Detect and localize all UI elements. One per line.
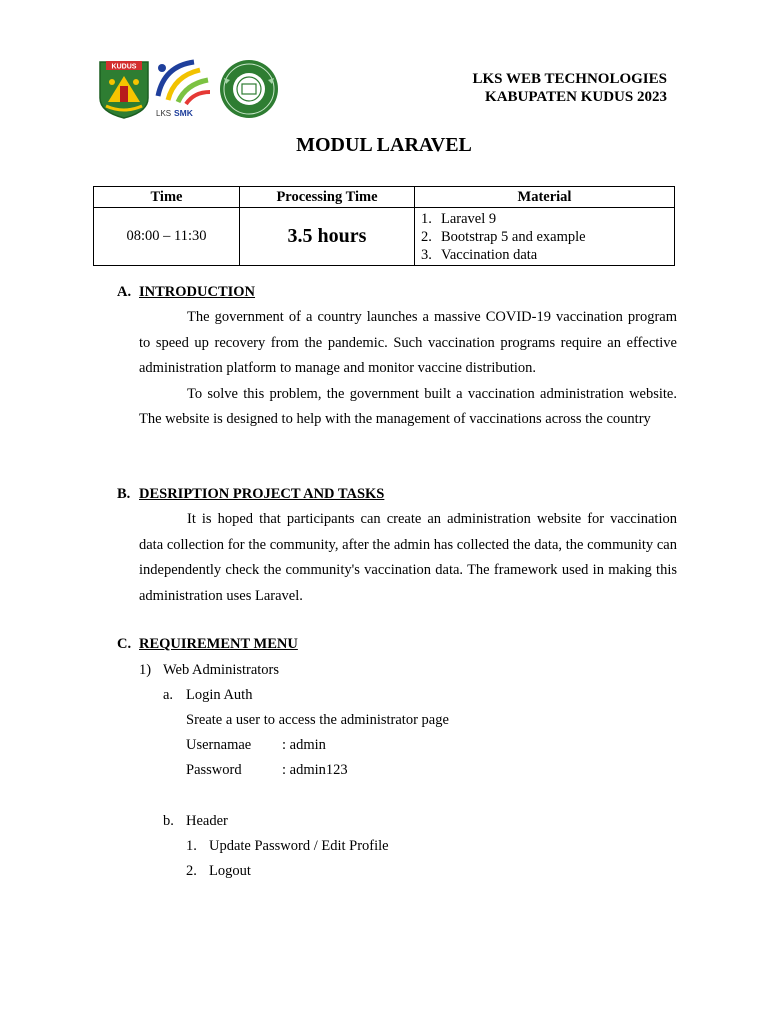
header-processing-time: Processing Time	[240, 187, 415, 208]
list-item: Update Password / Edit Profile	[209, 838, 389, 854]
list-number: 3.	[421, 246, 432, 263]
section-letter: B.	[117, 486, 131, 502]
svg-text:SMK: SMK	[174, 108, 193, 118]
list-text: Laravel 9	[441, 210, 497, 227]
login-description: Sreate a user to access the administrator page	[186, 712, 449, 728]
svg-text:LKS: LKS	[156, 109, 172, 118]
section-letter: A.	[117, 284, 132, 300]
password-label: Password	[186, 762, 242, 778]
list-item: Logout	[209, 863, 251, 879]
section-title: REQUIREMENT MENU	[139, 636, 298, 652]
document-header	[472, 70, 667, 106]
material-list	[415, 210, 674, 264]
list-number: 2.	[421, 228, 432, 245]
list-item	[421, 228, 674, 246]
paragraph: It is hoped that participants can create an administration website for vaccination data collection for the community, after the admin has collected the data, the community can independently check the community's vaccination data. The framework used in making this administration uses Laravel.	[139, 511, 677, 604]
table-row	[94, 208, 675, 266]
list-number: 1.	[421, 210, 432, 227]
list-number: 1)	[139, 662, 152, 678]
material-cell	[415, 208, 675, 266]
list-letter: a.	[163, 687, 174, 703]
lks-smk-logo	[154, 56, 212, 120]
section-description	[117, 486, 677, 609]
section-heading	[117, 284, 677, 301]
list-number: 1.	[186, 838, 197, 854]
username-label: Usernamae	[186, 737, 252, 753]
list-item-header: Header	[186, 813, 228, 829]
school-seal-logo	[218, 58, 280, 120]
paragraph: The government of a country launches a massive COVID-19 vaccination program to speed up recovery from the pandemic. Such vaccination programs require an effective administration platform to manage and monitor vaccine distribution.	[139, 309, 677, 376]
list-text: Bootstrap 5 and example	[441, 228, 586, 245]
list-item-web-administrators: Web Administrators	[163, 662, 280, 678]
section-heading	[117, 486, 677, 503]
header-time: Time	[94, 187, 240, 208]
username-value: : admin	[282, 737, 326, 753]
header-material: Material	[415, 187, 675, 208]
section-title: INTRODUCTION	[139, 284, 256, 300]
list-item-login-auth: Login Auth	[186, 687, 253, 703]
list-letter: b.	[163, 813, 174, 829]
section-heading	[117, 636, 677, 653]
kudus-regency-logo	[98, 58, 150, 120]
list-number: 2.	[186, 863, 197, 879]
header-line-2: KABUPATEN KUDUS 2023	[485, 89, 667, 105]
section-introduction	[117, 284, 677, 433]
list-item	[421, 210, 674, 228]
paragraph: To solve this problem, the government built a vaccination administration website. The website is designed to help with the management of vaccinations across the country	[139, 385, 677, 427]
page-title: MODUL LARAVEL	[296, 134, 472, 156]
processing-time-cell: 3.5 hours	[240, 208, 415, 266]
list-text: Vaccination data	[441, 246, 538, 263]
list-item	[421, 246, 674, 264]
password-value: : admin123	[282, 762, 348, 778]
section-title: DESRIPTION PROJECT AND TASKS	[139, 486, 385, 502]
section-requirement-menu	[117, 636, 677, 653]
header-line-1: LKS WEB TECHNOLOGIES	[472, 71, 667, 87]
section-letter: C.	[117, 636, 132, 652]
schedule-table	[93, 186, 675, 266]
table-header-row	[94, 187, 675, 208]
svg-text:KUDUS: KUDUS	[111, 63, 137, 71]
time-cell: 08:00 – 11:30	[94, 208, 240, 266]
